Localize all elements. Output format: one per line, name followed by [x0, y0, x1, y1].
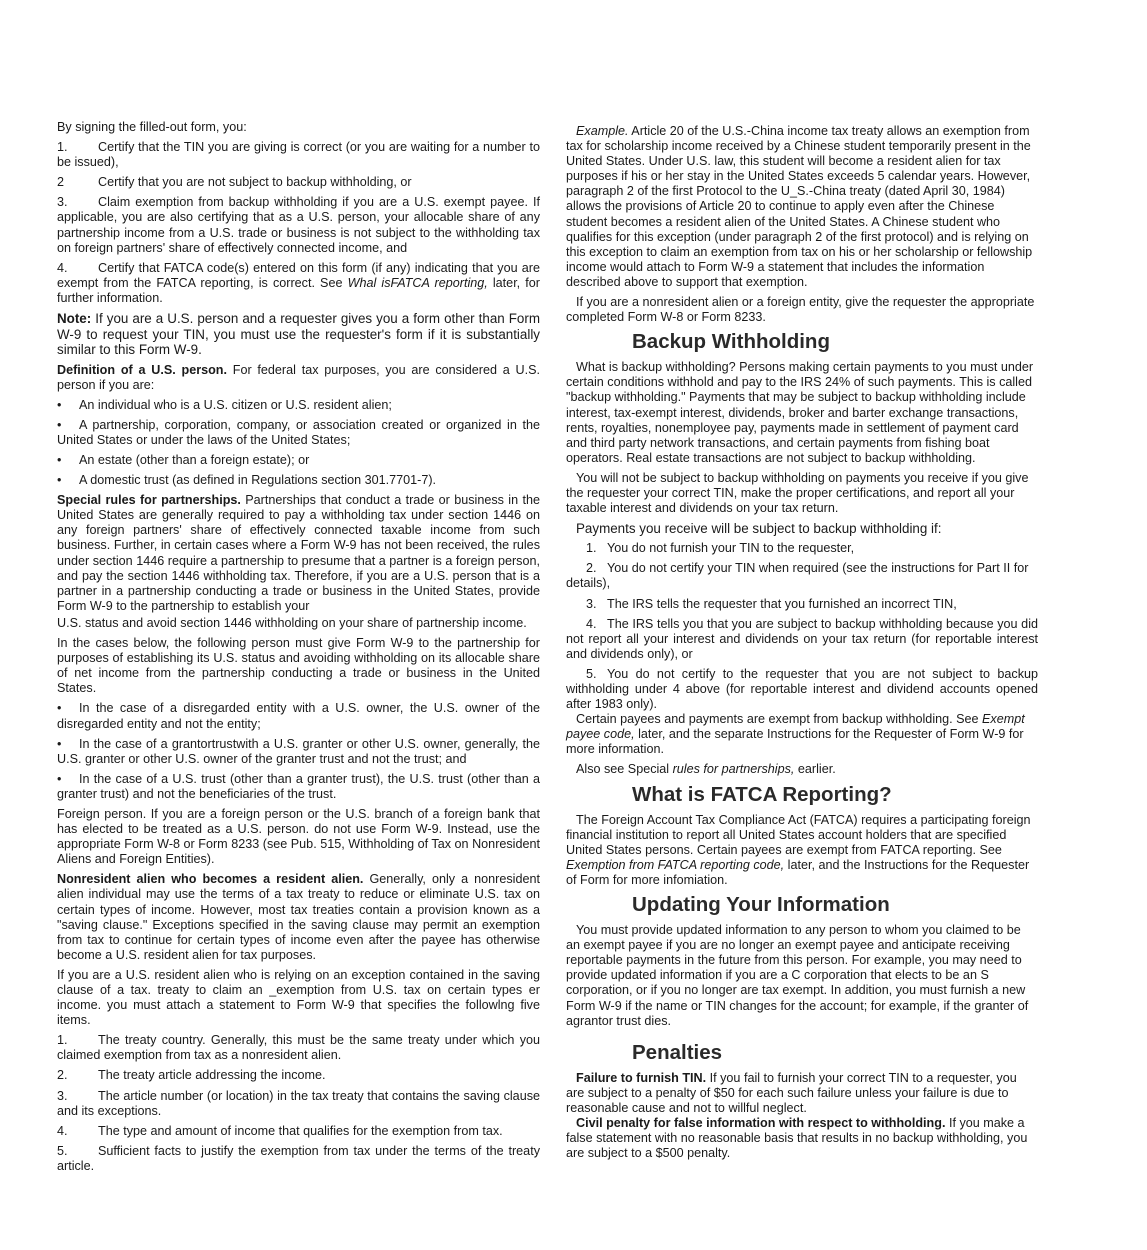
bullet-icon: •	[57, 473, 62, 488]
treaty-item-2: 2. The treaty article addressing the income.	[57, 1068, 326, 1083]
bullet-icon: •	[57, 453, 62, 467]
treaty-item-4: 4. The type and amount of income that qualifies for the exemption from tax.	[57, 1123, 503, 1138]
person-bullet-4: • A domestic trust (as defined in Regulations section 301.7701-7).	[57, 473, 437, 488]
cert-item-2: 2 Certify that you are not subject to backup withholding, or	[57, 175, 412, 190]
bullet-icon: •	[57, 397, 62, 412]
fatca-paragraph: The Foreign Account Tax Compliance Act (FATCA) requires a participating foreign financial institution to report all United States account holders that are specified United States persons. Certain payees are exempt from FATCA reporting. See Exemption from FATCA reporting code, later, and the Instructions for the Requester of Form for more infomiation.	[566, 812, 1031, 887]
exempt-paragraph: Certain payees and payments are exempt from backup withholding. See Exempt payee code, later, and the separate Instructions for the Requester of Form W-9 for more information.	[566, 712, 1025, 757]
also-see-paragraph: Also see Special rules for partnerships, earlier.	[576, 762, 836, 777]
cert-item-4: 4. Certify that FATCA code(s) entered on this form (if any) indicating that you are exempt from the FATCA reporting, is correct. See Whal isFATCA reporting, later, for further information.	[57, 260, 540, 305]
backup-withholding-heading: Backup Withholding	[632, 330, 830, 354]
person-bullet-3: • An estate (other than a foreign estate); or	[57, 453, 310, 467]
bullet-icon: •	[57, 701, 62, 716]
treaty-item-3: 3. The article number (or location) in the tax treaty that contains the saving clause and its exceptions.	[57, 1088, 540, 1118]
special-rules-paragraph: Special rules for partnerships. Partnerships that conduct a trade or business in the United States are generally required to pay a withholding tax under section 1446 on any foreign partners' share of effectively connected taxable income from such business. Further, in certain cases where a Form W-9 has not been received, the rules under section 1446 require a partnership to presume that a partner is a foreign person, and pay the section 1446 withholding tax. Therefore, if you are a U.S. person that is a partner in a partnership conducting a trade or business in the United States, provide Form W-9 to the partnership to establish your	[57, 493, 540, 613]
example-paragraph: Example. Article 20 of the U.S.-China income tax treaty allows an exemption from tax for scholarship income received by a Chinese student temporarily present in the United States. Under U.S. law, this student will become a resident alien for tax purposes if his or her stay in the United States exceeds 5 calendar years. However, paragraph 2 of the first Protocol to the U_S.-China treaty (dated April 30, 1984) allows the provisions of Article 20 to continue to apply even after the Chinese student becomes a resident alien of the United States. A Chinese student who qualifies for this exception (under paragraph 2 of the first protocol) and is relying on this exception to claim an exemption from tax on his or her scholarship or fellowship income would attach to Form W-9 a statement that includes the information described above to support that exemption.	[566, 124, 1033, 289]
right-column	[566, 124, 1038, 1166]
backup-item-4: 4. The IRS tells you that you are subject to backup withholding because you did not report all your interest and dividends on your tax return (for reportable interest and dividends only), or	[566, 616, 1038, 661]
updating-heading: Updating Your Information	[632, 893, 890, 917]
bullet-icon: •	[57, 771, 62, 786]
case-bullet-2: • In the case of a grantortrustwith a U.S. granter or other U.S. owner, generally, the U.S. granter or other U.S. owner of the granter trust and not the trust; and	[57, 736, 540, 766]
bullet-icon: •	[57, 417, 62, 432]
case-bullet-3: • In the case of a U.S. trust (other than a granter trust), the U.S. trust (other than a granter trust) and not the beneficiaries of the trust.	[57, 771, 540, 801]
intro-text: By signing the filled-out form, you:	[57, 120, 247, 134]
foreign-person-paragraph: Foreign person. If you are a foreign person or the U.S. branch of a foreign bank that has elected to be treated as a U.S. person. do not use Form W-9. Instead, use the appropriate Form W-8 or Form 8233 (see Pub. 515, Withholding of Tax on Nonresident Aliens and Foreign Entities).	[57, 806, 540, 867]
failure-paragraph: Failure to furnish TIN. If you fail to furnish your correct TIN to a requester, you are subject to a penalty of $50 for each such failure unless your failure is due to reasonable cause and not to willful neglect.	[566, 1070, 1017, 1115]
backup-item-3: 3. The IRS tells the requester that you furnished an incorrect TIN,	[586, 596, 957, 611]
backup-item-1: 1. You do not furnish your TIN to the requester,	[586, 541, 855, 556]
nonresident-paragraph: Nonresident alien who becomes a resident alien. Generally, only a nonresident alien individual may use the terms of a tax treaty to reduce or eliminate U.S. tax on certain types of income. However, most tax treaties contain a provision known as a "saving clause." Exceptions specified in the saving clause may permit an exemption from tax to continue for certain types of income even after the payee has otherwise become a U.S. resident alien for tax purposes.	[57, 872, 540, 962]
nonresident-foreign-paragraph: If you are a nonresident alien or a foreign entity, give the requester the appropriate completed Form W-8 or Form 8233.	[566, 295, 1035, 325]
backup-paragraph-2: You will not be subject to backup withholding on payments you receive if you give the requester your correct TIN, make the proper certifications, and report all your taxable interest and dividends on your tax return.	[566, 470, 1029, 516]
bullet-icon: •	[57, 736, 62, 751]
backup-paragraph-3: Payments you receive will be subject to backup withholding if:	[576, 521, 942, 537]
case-bullet-1: • In the case of a disregarded entity with a U.S. owner, the U.S. owner of the disregarded entity and not the entity;	[57, 701, 540, 731]
cert-item-3: 3. Claim exemption from backup withholding if you are a U.S. exempt payee. If applicable, you are also certifying that as a U.S. person, your allocable share of any partnership income from a U.S. trade or business is not subject to the withholding tax on foreign partners' share of effectively connected income, and	[57, 195, 540, 255]
resident-alien-paragraph: If you are a U.S. resident alien who is relying on an exception contained in the saving clause of a tax. treaty to claim an _exemption from U.S. tax on certain types er income. you must attach a statement to Form W-9 that specifies the followlng five items.	[57, 967, 540, 1028]
treaty-item-5: 5. Sufficient facts to justify the exemption from tax under the terms of the treaty article.	[57, 1143, 540, 1173]
fatca-heading: What is FATCA Reporting?	[632, 782, 892, 806]
note-paragraph: Note: If you are a U.S. person and a requester gives you a form other than Form W-9 to request your TIN, you must use the requester's form if it is substantially similar to this Form W-9.	[57, 311, 540, 358]
status-paragraph: U.S. status and avoid section 1446 withholding on your share of partnership income.	[57, 615, 527, 630]
backup-item-5: 5. You do not certify to the requester that you are not subject to backup withholding under 4 above (for reportable interest and dividend accounts opened after 1983 only).	[566, 666, 1038, 712]
backup-item-2: 2. You do not certify your TIN when required (see the instructions for Part II for details),	[566, 561, 1029, 591]
definition-paragraph: Definition of a U.S. person. For federal tax purposes, you are considered a U.S. person if you are:	[57, 362, 540, 392]
penalties-heading: Penalties	[632, 1040, 723, 1064]
person-bullet-1: • An individual who is a U.S. citizen or U.S. resident alien;	[57, 397, 392, 412]
backup-paragraph-1: What is backup withholding? Persons making certain payments to you must under certain conditions withhold and pay to the IRS 24% of such payments. This is called "backup withholding." Payments that may be subject to backup withholding include interest, tax-exempt interest, dividends, broker and barter exchange transactions, rents, royalties, nonemployee pay, payments made in settlement of payment card and third party network transactions, and certain payments from fishing boat operators. Real estate transactions are not subject to backup withholding.	[566, 360, 1034, 465]
updating-paragraph: You must provide updated information to any person to whom you claimed to be an exempt payee if you are no longer an exempt payee and anticipate receiving reportable payments in the future from this person. For example, you may need to provide updated information if you are a C corporation that elects to be an S corporation, or if you no longer are tax exempt. In addition, you must furnish a new Form W-9 if the name or TIN changes for the account; for example, if the granter of agrantor trust dies.	[566, 923, 1029, 1028]
left-column	[57, 120, 540, 1179]
cert-item-1: 1. Certify that the TIN you are giving is correct (or you are waiting for a number to be issued),	[57, 140, 540, 170]
person-bullet-2: • A partnership, corporation, company, or association created or organized in the United States or under the laws of the United States;	[57, 417, 540, 447]
civil-penalty-paragraph: Civil penalty for false information with respect to withholding. If you make a false statement with no reasonable basis that results in no backup withholding, you are subject to a $500 penalty.	[566, 1115, 1028, 1161]
cases-intro: In the cases below, the following person must give Form W-9 to the partnership for purposes of establishing its U.S. status and avoiding withholding on its allocable share of net income from the partnership conducting a trade or business in the United States.	[57, 636, 540, 696]
treaty-item-1: 1. The treaty country. Generally, this must be the same treaty under which you claimed exemption from tax as a nonresident alien.	[57, 1033, 540, 1063]
